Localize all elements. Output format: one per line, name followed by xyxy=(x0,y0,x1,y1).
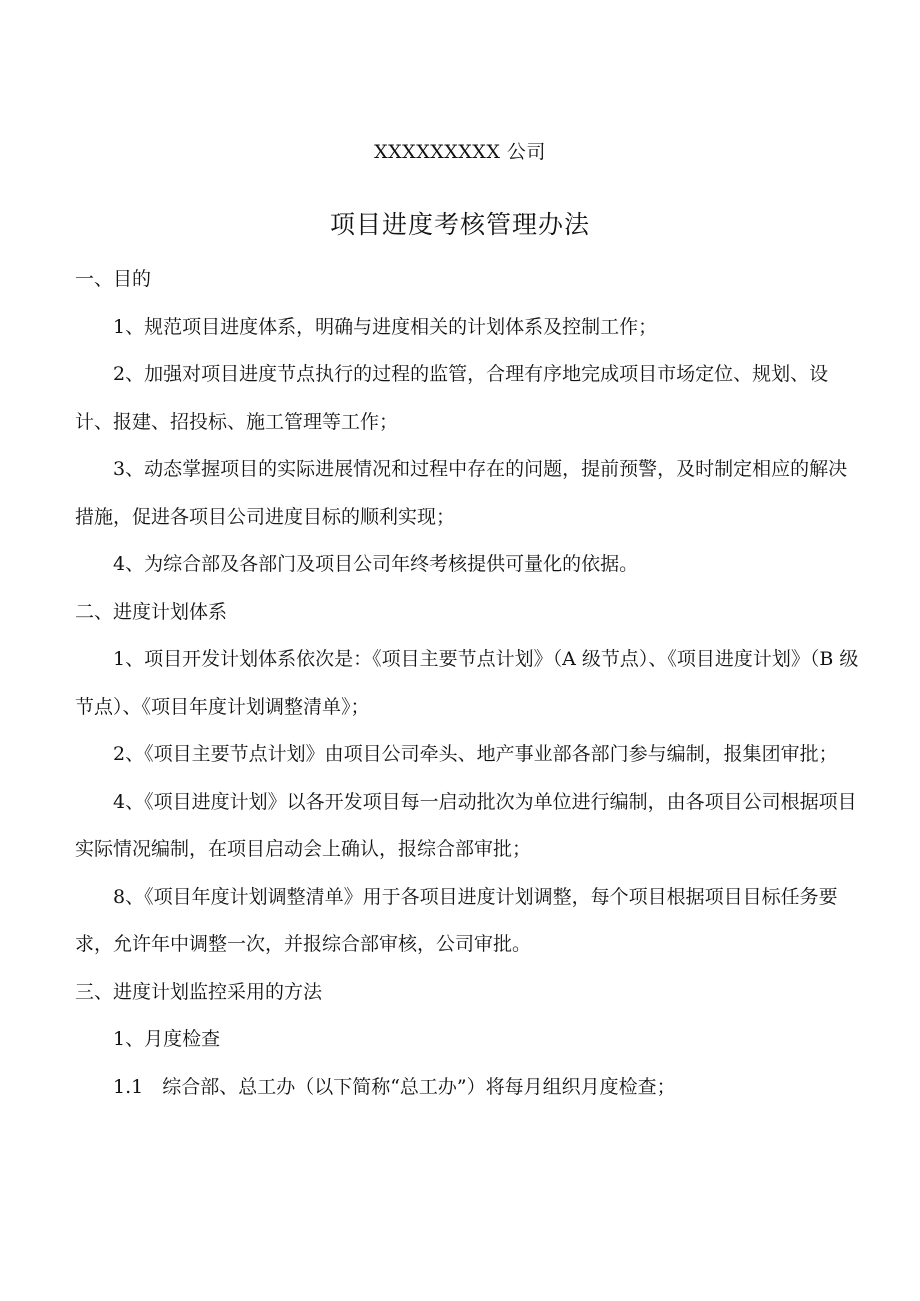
paragraph: 8、《项目年度计划调整清单》用于各项目进度计划调整，每个项目根据项目目标任务要求，允许年中调整一次，并报综合部审核，公司审批。 xyxy=(75,885,838,955)
company-name: XXXXXXXXX 公司 xyxy=(374,141,546,163)
document-title: 项目进度考核管理办法 xyxy=(329,210,590,239)
section-heading-monitoring-methods: 三、进度计划监控采用的方法 xyxy=(75,980,323,1003)
paragraph: 1.1 综合部、总工办（以下简称“总工办”）将每月组织月度检查； xyxy=(113,1075,676,1098)
paragraph: 1、项目开发计划体系依次是：《项目主要节点计划》（A 级节点）、《项目进度计划》（B 级节点）、《项目年度计划调整清单》； xyxy=(75,648,859,718)
paragraph: 4、为综合部及各部门及项目公司年终考核提供可量化的依据。 xyxy=(113,553,639,575)
paragraph: 2、《项目主要节点计划》由项目公司牵头、地产事业部各部门参与编制，报集团审批； xyxy=(113,743,838,765)
paragraph: 1、月度检查 xyxy=(113,1028,221,1050)
paragraph: 2、加强对项目进度节点执行的过程的监管，合理有序地完成项目市场定位、规划、设计、报建、招投标、施工管理等工作； xyxy=(75,363,829,433)
paragraph: 4、《项目进度计划》以各开发项目每一启动批次为单位进行编制，由各项目公司根据项目实际情况编制，在项目启动会上确认，报综合部审批； xyxy=(75,790,857,860)
document-body xyxy=(75,256,865,1111)
paragraph: 1、规范项目进度体系，明确与进度相关的计划体系及控制工作； xyxy=(113,315,658,338)
section-heading-plan-system: 二、进度计划体系 xyxy=(75,600,228,623)
paragraph: 3、动态掌握项目的实际进展情况和过程中存在的问题，提前预警，及时制定相应的解决措施，促进各项目公司进度目标的顺利实现； xyxy=(75,458,848,528)
section-heading-purpose: 一、目的 xyxy=(75,268,152,290)
